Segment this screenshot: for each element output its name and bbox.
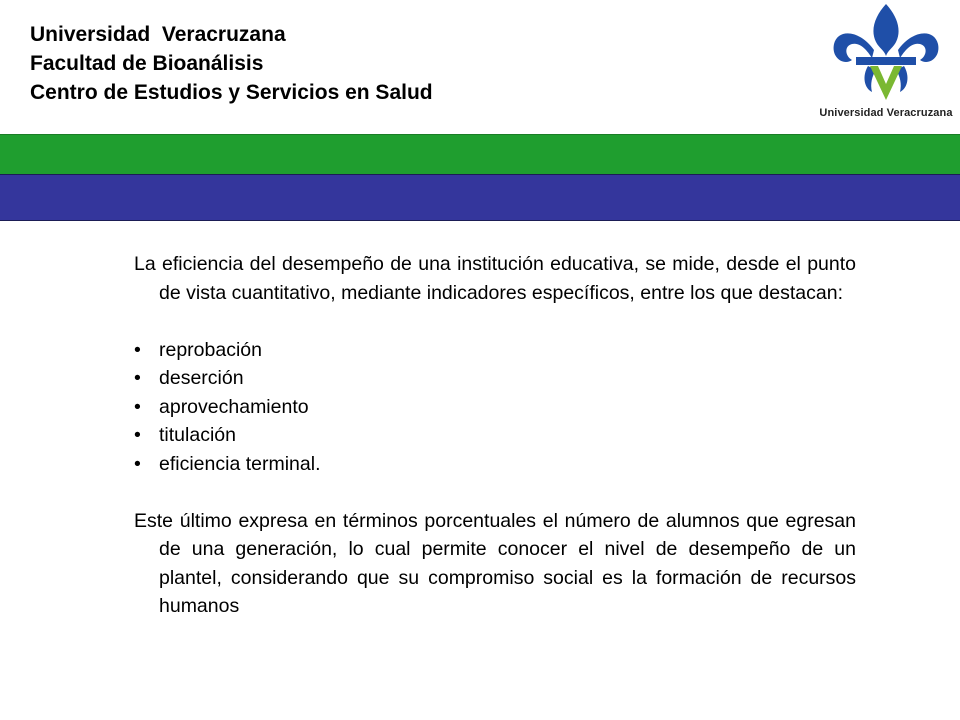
list-item: • reprobación (134, 336, 856, 365)
header-faculty: Facultad de Bioanálisis (30, 52, 264, 75)
slide-content (134, 250, 856, 621)
indicator-list (134, 336, 856, 479)
list-item: • titulación (134, 421, 856, 450)
header-center: Centro de Estudios y Servicios en Salud (30, 81, 433, 104)
green-band (0, 134, 960, 174)
bullet-icon: • (134, 452, 141, 475)
list-item: • eficiencia terminal. (134, 450, 856, 479)
fleur-de-lis-v-logo-icon (812, 0, 960, 105)
intro-paragraph: La eficiencia del desempeño de una institución educativa, se mide, desde el punto de vista cuantitativo, mediante indicadores específicos, entre los que destacan: (134, 253, 856, 304)
university-logo (812, 0, 960, 132)
list-item: • aprovechamiento (134, 393, 856, 422)
logo-wordmark: Universidad Veracruzana (819, 107, 953, 119)
blue-band (0, 174, 960, 221)
bullet-icon: • (134, 395, 141, 418)
conclusion-paragraph: Este último expresa en términos porcentuales el número de alumnos que egresan de una generación, lo cual permite conocer el nivel de desempeño de un plantel, considerando que su compromiso social es la formación de recursos humanos (134, 509, 856, 617)
header-university: Universidad Veracruzana (30, 23, 286, 46)
bullet-icon: • (134, 424, 141, 446)
bullet-icon: • (134, 338, 141, 361)
list-item: • deserción (134, 364, 856, 393)
bullet-icon: • (134, 367, 141, 389)
institution-header (30, 20, 433, 107)
